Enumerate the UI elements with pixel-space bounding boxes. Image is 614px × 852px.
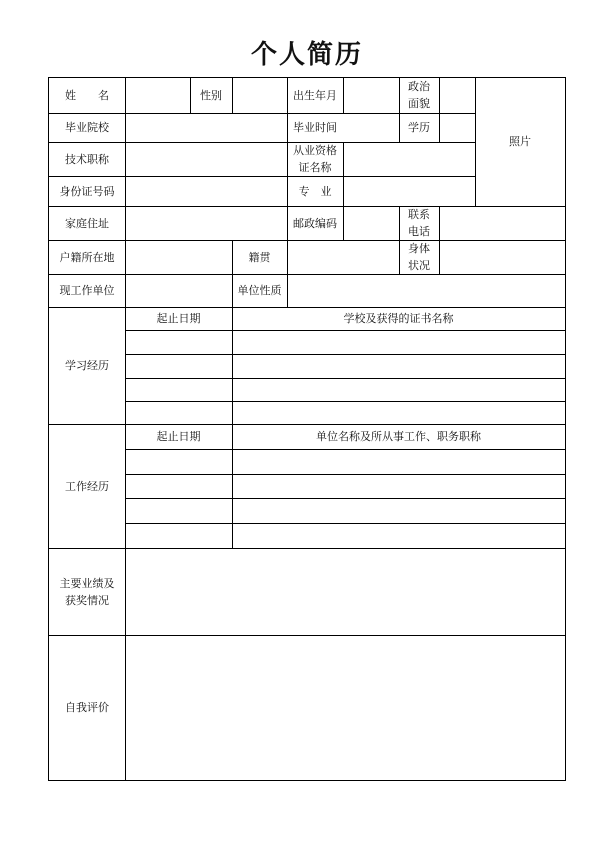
label-photo: 照片: [509, 135, 531, 148]
label-politics: 政治 面貌: [408, 80, 430, 110]
grid-line-h: [125, 330, 566, 331]
birth-field[interactable]: [344, 78, 398, 112]
label-employer-type: 单位性质: [237, 284, 282, 297]
native-place-field[interactable]: [288, 241, 398, 273]
employer-field[interactable]: [126, 275, 231, 306]
label-gender: 性别: [200, 88, 222, 102]
achievements-field[interactable]: [126, 549, 564, 634]
qualification-field[interactable]: [344, 143, 474, 175]
label-school: 毕业院校: [65, 121, 109, 134]
label-native-place: 籍贯: [248, 250, 271, 264]
page-title: 个人简历: [250, 40, 363, 70]
label-birth: 出生年月: [293, 88, 337, 102]
label-hukou: 户籍所在地: [59, 250, 115, 264]
label-achievements: 主要业绩及 获奖情况: [59, 576, 115, 607]
label-self-eval: 自我评价: [65, 701, 109, 714]
study-detail-header: 学校及获得的证书名称: [343, 312, 454, 325]
politics-field[interactable]: [440, 78, 474, 112]
hukou-field[interactable]: [126, 241, 231, 273]
school-field[interactable]: [126, 114, 286, 141]
grid-line-v: [565, 77, 566, 781]
label-employer: 现工作单位: [59, 284, 115, 297]
grid-line-h: [125, 354, 566, 355]
grid-line-h: [125, 498, 566, 499]
grid-line-h: [125, 523, 566, 524]
name-field[interactable]: [126, 78, 189, 112]
grid-line-h: [125, 401, 566, 402]
postcode-field[interactable]: [344, 207, 398, 239]
education-field[interactable]: [440, 114, 474, 141]
label-grad-time: 毕业时间: [293, 121, 337, 134]
work-date-header: 起止日期: [156, 430, 201, 443]
gender-field[interactable]: [233, 78, 286, 112]
label-id-number: 身份证号码: [59, 184, 115, 198]
label-work: 工作经历: [65, 479, 109, 493]
grid-line-h: [125, 474, 566, 475]
label-address: 家庭住址: [65, 216, 109, 230]
label-qualification: 从业资格 证名称: [293, 144, 337, 174]
grad-time-field[interactable]: [344, 114, 398, 141]
label-phone: 联系 电话: [408, 208, 430, 238]
id-number-field[interactable]: [126, 177, 286, 205]
study-date-header: 起止日期: [156, 312, 201, 325]
employer-type-field[interactable]: [288, 275, 564, 306]
label-tech-title: 技术职称: [65, 152, 109, 166]
grid-line-h: [125, 449, 566, 450]
major-field[interactable]: [344, 177, 474, 205]
photo-field[interactable]: [476, 78, 564, 205]
label-study: 学习经历: [65, 359, 109, 372]
label-name: 姓 名: [65, 88, 109, 102]
label-postcode: 邮政编码: [293, 216, 337, 230]
grid-line-h: [125, 378, 566, 379]
health-field[interactable]: [440, 241, 564, 273]
label-education: 学历: [408, 121, 430, 134]
tech-title-field[interactable]: [126, 143, 286, 175]
work-detail-header: 单位名称及所从事工作、职务职称: [316, 430, 481, 443]
self-eval-field[interactable]: [126, 636, 564, 779]
address-field[interactable]: [126, 207, 286, 239]
label-health: 身体 状况: [408, 242, 430, 272]
label-major: 专 业: [298, 184, 332, 198]
phone-field[interactable]: [440, 207, 564, 239]
